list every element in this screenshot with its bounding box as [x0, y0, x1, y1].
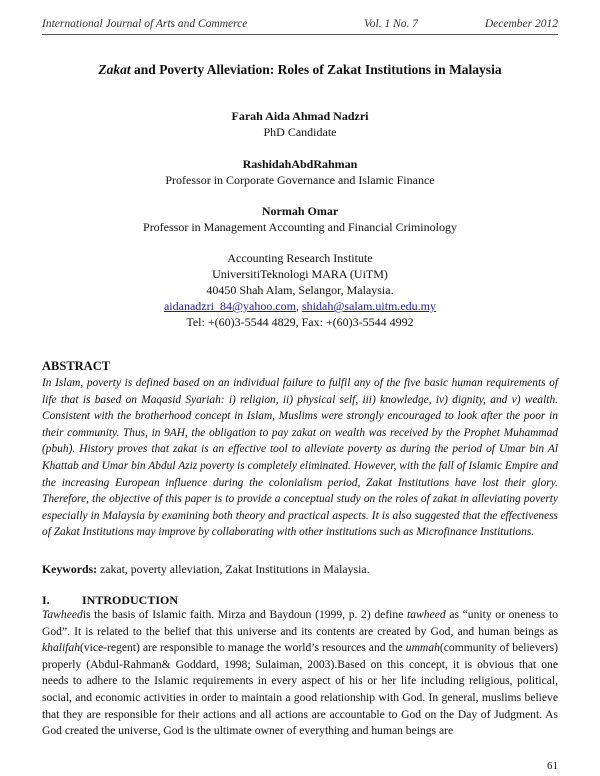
term-khalifah: khalifah [42, 641, 80, 655]
title-italic: Zakat [98, 62, 131, 77]
author-2-name: RashidahAbdRahman [242, 157, 358, 171]
volume-info: Vol. 1 No. 7 [364, 18, 418, 30]
section-number: I. [42, 593, 50, 607]
email-separator: , [295, 299, 302, 313]
term-ummah: ummah [405, 641, 440, 655]
author-1-role: PhD Candidate [263, 125, 337, 139]
journal-name: International Journal of Arts and Commerce [42, 18, 248, 30]
affiliation-institute: Accounting Research Institute [227, 251, 373, 265]
keywords-text: zakat, poverty alleviation, Zakat Institutions in Malaysia. [97, 562, 370, 576]
paper-title [42, 62, 558, 78]
email-link-2[interactable]: shidah@salam.uitm.edu.my [301, 299, 437, 313]
intro-text-2: as “unity or oneness to God”. It is related to the belief that this universe and its contents are created by God, and human beings as [42, 608, 558, 638]
affiliation-university: UniversitiTeknologi MARA (UiTM) [212, 267, 388, 281]
abstract-text: In Islam, poverty is defined based on an individual failure to fulfil any of the five basic human requirements of life that is based on Maqasid Syariah: i) religion, ii) physical self, iii) knowledge, iv) dignity, and v) wealth. Consistent with the brotherhood concept in Islam, Muslims were strongly encouraged to look after the poor in their community. Thus, in 9AH, the obligation to pay zakat on wealth was received by the Prophet Muhammad (pbuh). History proves that zakat is an effective tool to alleviate poverty as during the period of Umar bin Al Khattab and Umar bin Abdul Aziz poverty is completely eliminated. However, with the fall of Islamic Empire and the increasing European influence during the colonialism period, Zakat Institutions have lost their glory. Therefore, the objective of this paper is to provide a conceptual study on the roles of zakat in alleviating poverty especially in Malaysia by examining both theory and practical aspects. It is also suggested that the effectiveness of Zakat Institutions may improve by collaborating with other institutions such as Microfinance Institutions. [42, 377, 558, 539]
keywords [42, 562, 558, 577]
page-number: 61 [547, 760, 558, 772]
author-3-name: Normah Omar [261, 204, 339, 218]
section-title: INTRODUCTION [82, 593, 179, 607]
term-tawheed-2: tawheed [407, 608, 446, 621]
intro-text-1: is the basis of Islamic faith. Mirza and Baydoun (1999, p. 2) define [82, 608, 408, 621]
intro-text-3: (vice-regent) are responsible to manage the world’s resources and the [80, 641, 406, 655]
intro-text-4: (community of believers) properly (Abdul-Rahman& Goddard, 1998; Sulaiman, 2003).Based on this concept, it is obvious that one needs to adhere to the Islamic requirements in every aspect of his or her life including religious, political, social, and economic activities in order to maintain a good relationship with God. In general, muslims believe that they are responsible for their actions and all actions are accountable to God on the Day of Judgment. As God created the universe, God is the ultimate owner of everything and human beings are [42, 641, 558, 738]
email-link-1[interactable]: aidanadzri_84@yahoo.com [163, 299, 296, 313]
term-tawheed: Tawheed [42, 608, 83, 621]
introduction-paragraph [42, 607, 558, 740]
title-rest: and Poverty Alleviation: Roles of Zakat Institutions in Malaysia [130, 62, 502, 77]
affiliation-emails [42, 299, 558, 314]
affiliation-phone: Tel: +(60)3-5544 4829, Fax: +(60)3-5544 4992 [186, 315, 414, 329]
section-heading [42, 593, 178, 608]
issue-date: December 2012 [484, 18, 558, 30]
abstract-heading: ABSTRACT [42, 359, 111, 373]
running-header [42, 18, 558, 35]
author-1-name: Farah Aida Ahmad Nadzri [231, 109, 369, 123]
author-2-role: Professor in Corporate Governance and Islamic Finance [165, 173, 435, 187]
author-3-role: Professor in Management Accounting and Financial Criminology [143, 220, 457, 234]
keywords-label: Keywords: [42, 562, 98, 576]
affiliation-address: 40450 Shah Alam, Selangor, Malaysia. [206, 283, 394, 297]
